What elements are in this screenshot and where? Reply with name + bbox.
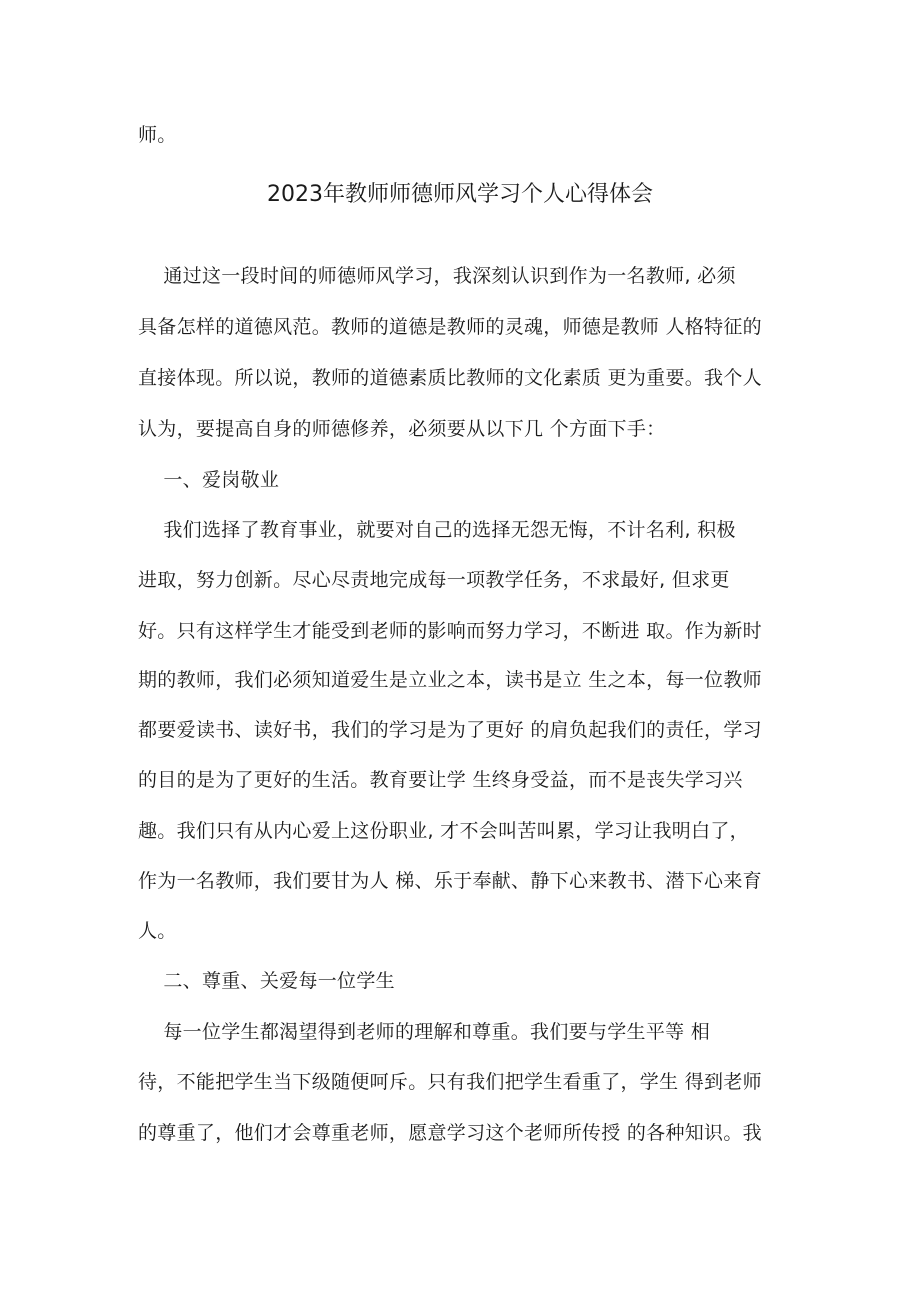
section-heading: 二、尊重、关爱每一位学生 <box>138 970 395 992</box>
body-line: 认为，要提高自身的师德修养，必须要从以下几 个方面下手： <box>138 418 666 440</box>
body-line: 通过这一段时间的师德师风学习，我深刻认识到作为一名教师, 必须 <box>138 265 736 287</box>
body-line: 的目的是为了更好的生活。教育要让学 生终身受益，而不是丧失学习兴 <box>138 769 743 791</box>
body-line: 具备怎样的道德风范。教师的道德是教师的灵魂，师德是教师 人格特征的 <box>138 316 762 338</box>
carryover-line: 师。 <box>138 124 177 146</box>
body-line: 都要爱读书、读好书，我们的学习是为了更好 的肩负起我们的责任，学习 <box>138 719 762 741</box>
body-line: 人。 <box>138 920 177 942</box>
body-line: 作为一名教师，我们要甘为人 梯、乐于奉献、静下心来教书、潜下心来育 <box>138 870 762 892</box>
body-line: 的尊重了，他们才会尊重老师，愿意学习这个老师所传授 的各种知识。我 <box>138 1122 762 1144</box>
body-line: 每一位学生都渴望得到老师的理解和尊重。我们要与学生平等 相 <box>138 1021 711 1043</box>
body-line: 趣。我们只有从内心爱上这份职业, 才不会叫苦叫累，学习让我明白了， <box>138 820 749 842</box>
document-title: 2023年教师师德师风学习个人心得体会 <box>267 182 653 207</box>
body-line: 我们选择了教育事业，就要对自己的选择无怨无悔，不计名利, 积极 <box>138 519 736 541</box>
body-line: 待，不能把学生当下级随便呵斥。只有我们把学生看重了，学生 得到老师 <box>138 1071 762 1093</box>
body-line: 直接体现。所以说，教师的道德素质比教师的文化素质 更为重要。我个人 <box>138 367 762 389</box>
body-line: 期的教师，我们必须知道爱生是立业之本，读书是立 生之本，每一位教师 <box>138 669 762 691</box>
body-line: 好。只有这样学生才能受到老师的影响而努力学习，不断进 取。作为新时 <box>138 620 762 642</box>
section-heading: 一、爱岗敬业 <box>138 469 280 491</box>
body-line: 进取，努力创新。尽心尽责地完成每一项教学任务，不求最好, 但求更 <box>138 569 730 591</box>
